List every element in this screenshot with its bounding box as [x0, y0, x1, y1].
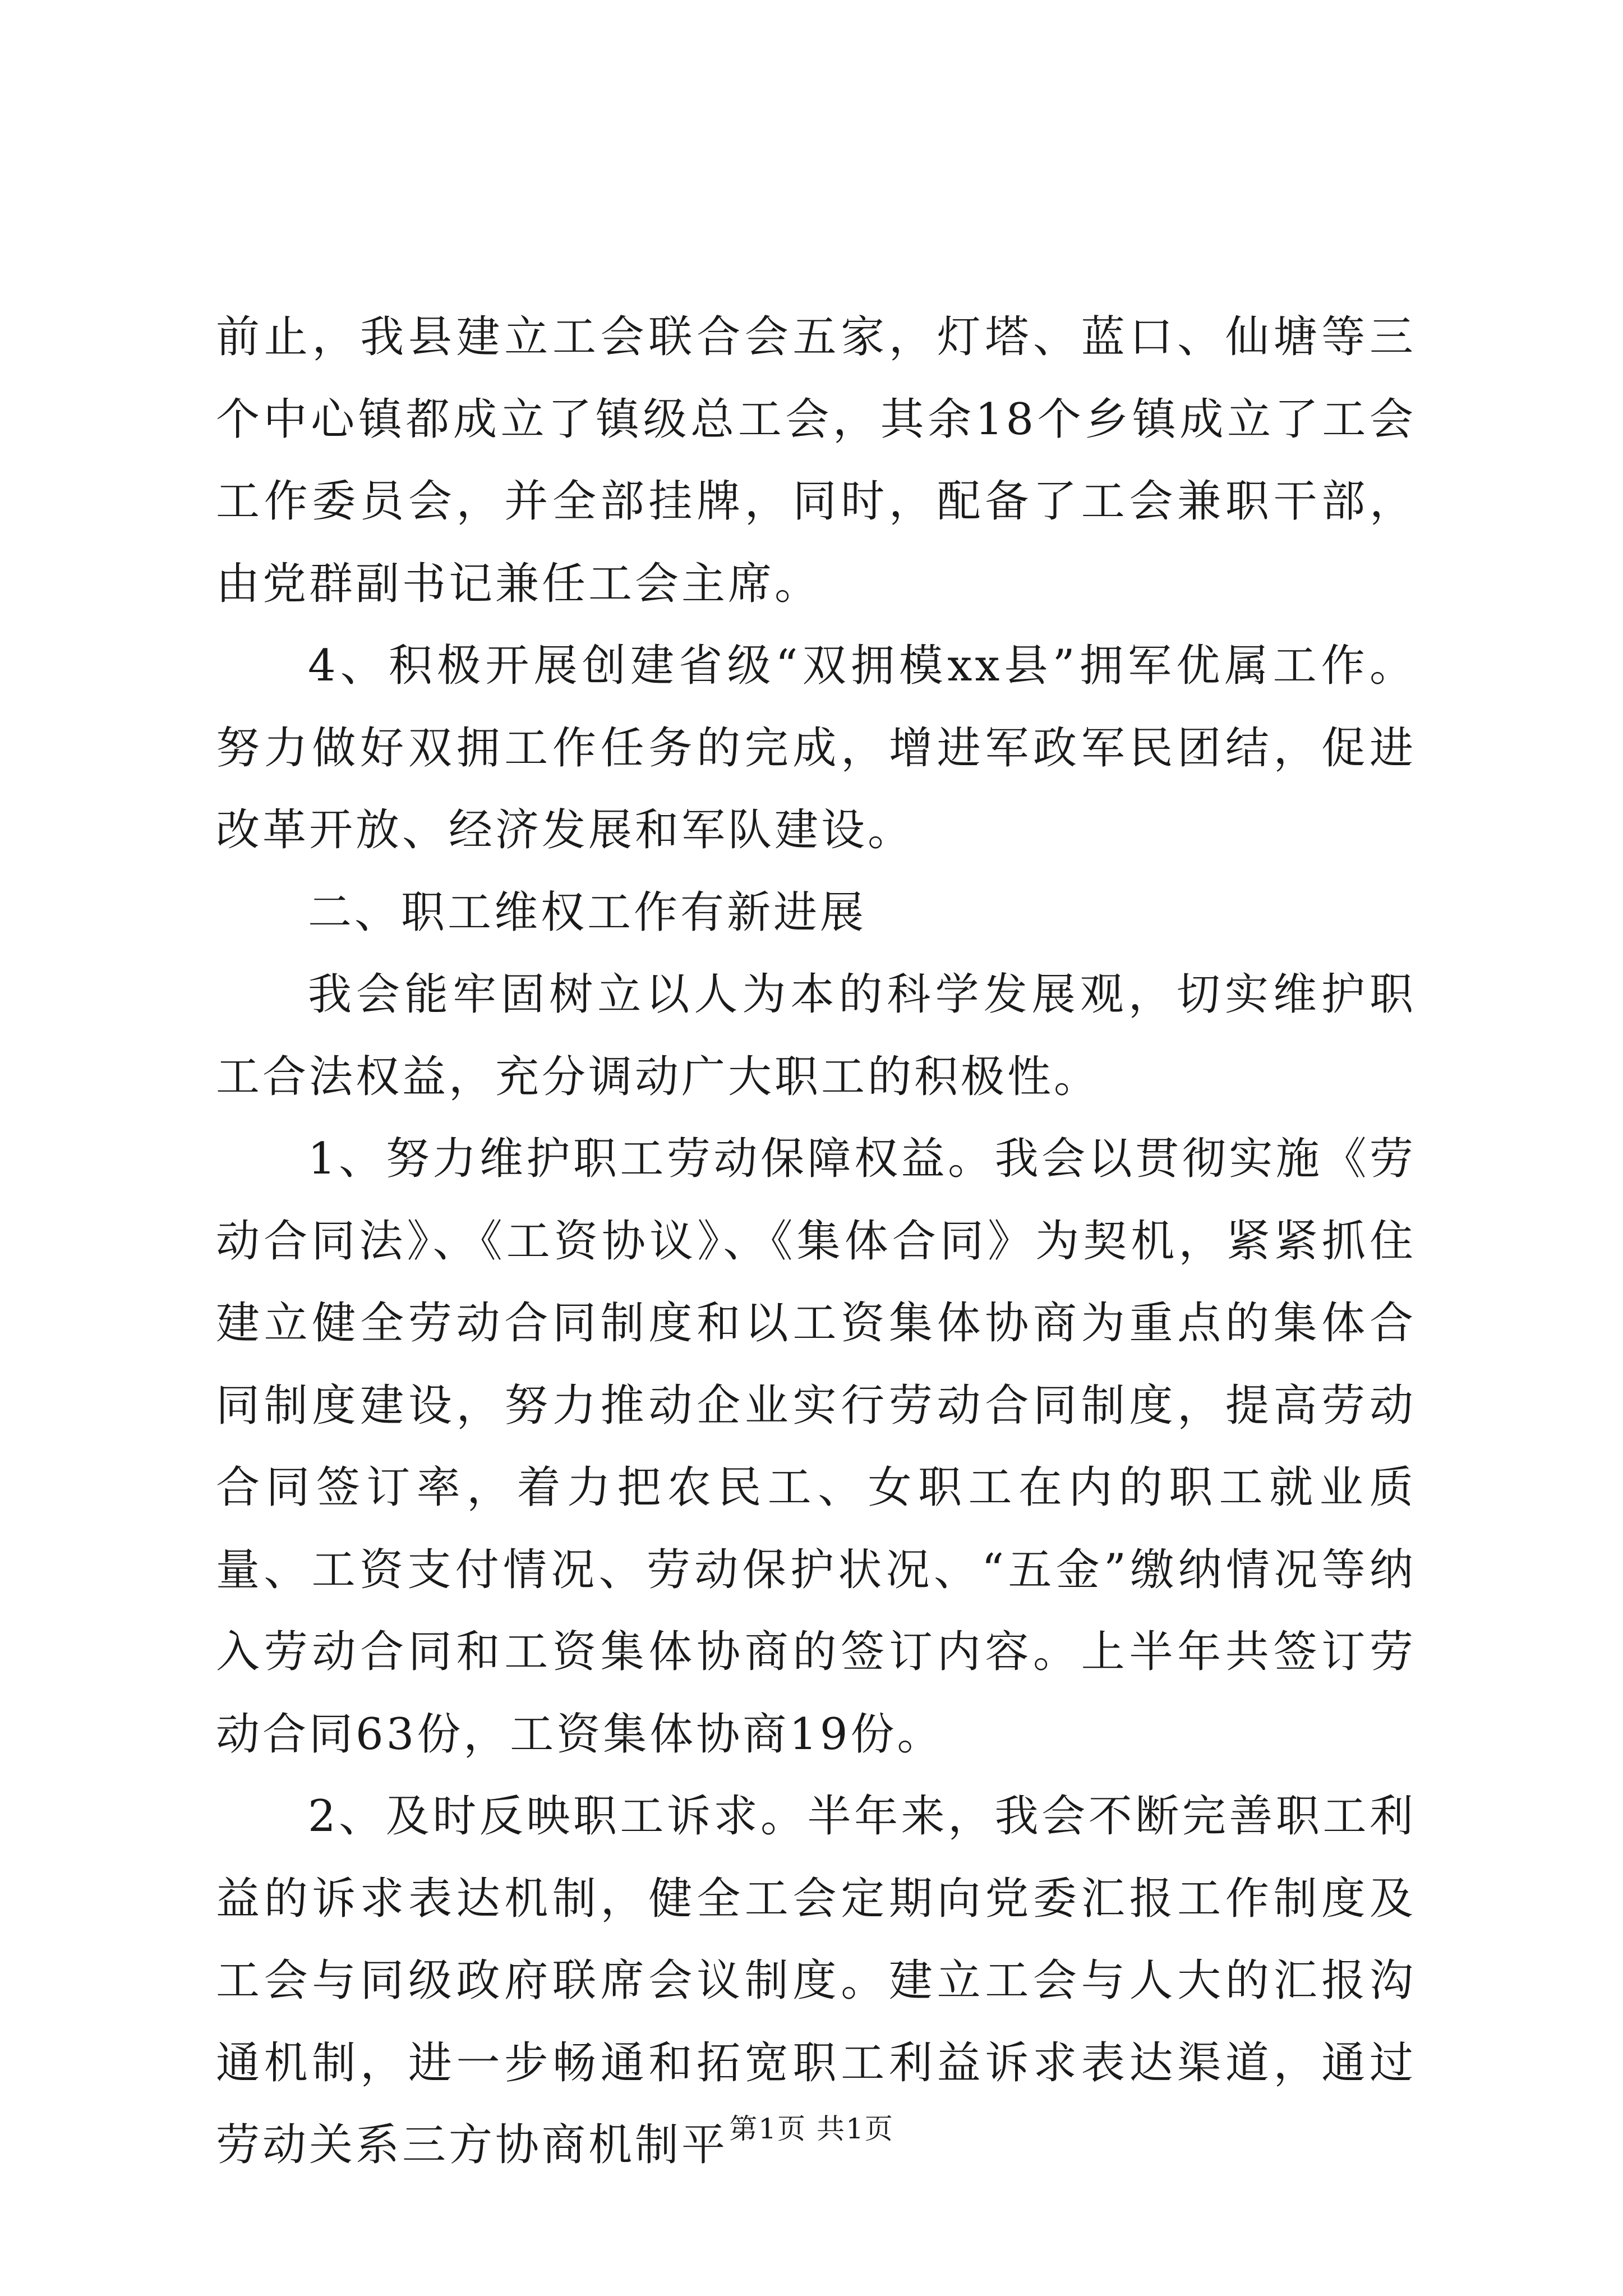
document-body: [216, 296, 1416, 2187]
paragraph-section-2-intro: 我会能牢固树立以人为本的科学发展观，切实维护职工合法权益，充分调动广大职工的积极性。: [216, 969, 1416, 1102]
paragraph-item-1-labor-rights: 1、努力维护职工劳动保障权益。我会以贯彻实施《劳动合同法》、《工资协议》、《集体合同》为契机，紧紧抓住建立健全劳动合同制度和以工资集体协商为重点的集体合同制度建设，努力推动企业实行劳动合同制度，提高劳动合同签订率，着力把农民工、女职工在内的职工就业质量、工资支付情况、劳动保护状况、“五金”缴纳情况等纳入劳动合同和工资集体协商的签订内容。上半年共签订劳动合同63份，工资集体协商19份。: [216, 1134, 1416, 1760]
paragraph-unions-continued: 前止，我县建立工会联合会五家，灯塔、蓝口、仙塘等三个中心镇都成立了镇级总工会，其余18个乡镇成立了工会工作委员会，并全部挂牌，同时，配备了工会兼职干部，由党群副书记兼任工会主席。: [216, 312, 1416, 609]
paragraph-item-4-double-support: 4、积极开展创建省级“双拥模xx县”拥军优属工作。努力做好双拥工作任务的完成，增进军政军民团结，促进改革开放、经济发展和军队建设。: [216, 641, 1416, 855]
paragraph-item-2-demands: 2、及时反映职工诉求。半年来，我会不断完善职工利益的诉求表达机制，健全工会定期向党委汇报工作制度及工会与同级政府联席会议制度。建立工会与人大的汇报沟通机制，进一步畅通和拓宽职工利益诉求表达渠道，通过劳动关系三方协商机制平: [216, 1791, 1416, 2170]
page-footer: 第1页 共1页: [729, 2113, 894, 2145]
section-2-heading: 二、职工维权工作有新进展: [308, 887, 867, 938]
